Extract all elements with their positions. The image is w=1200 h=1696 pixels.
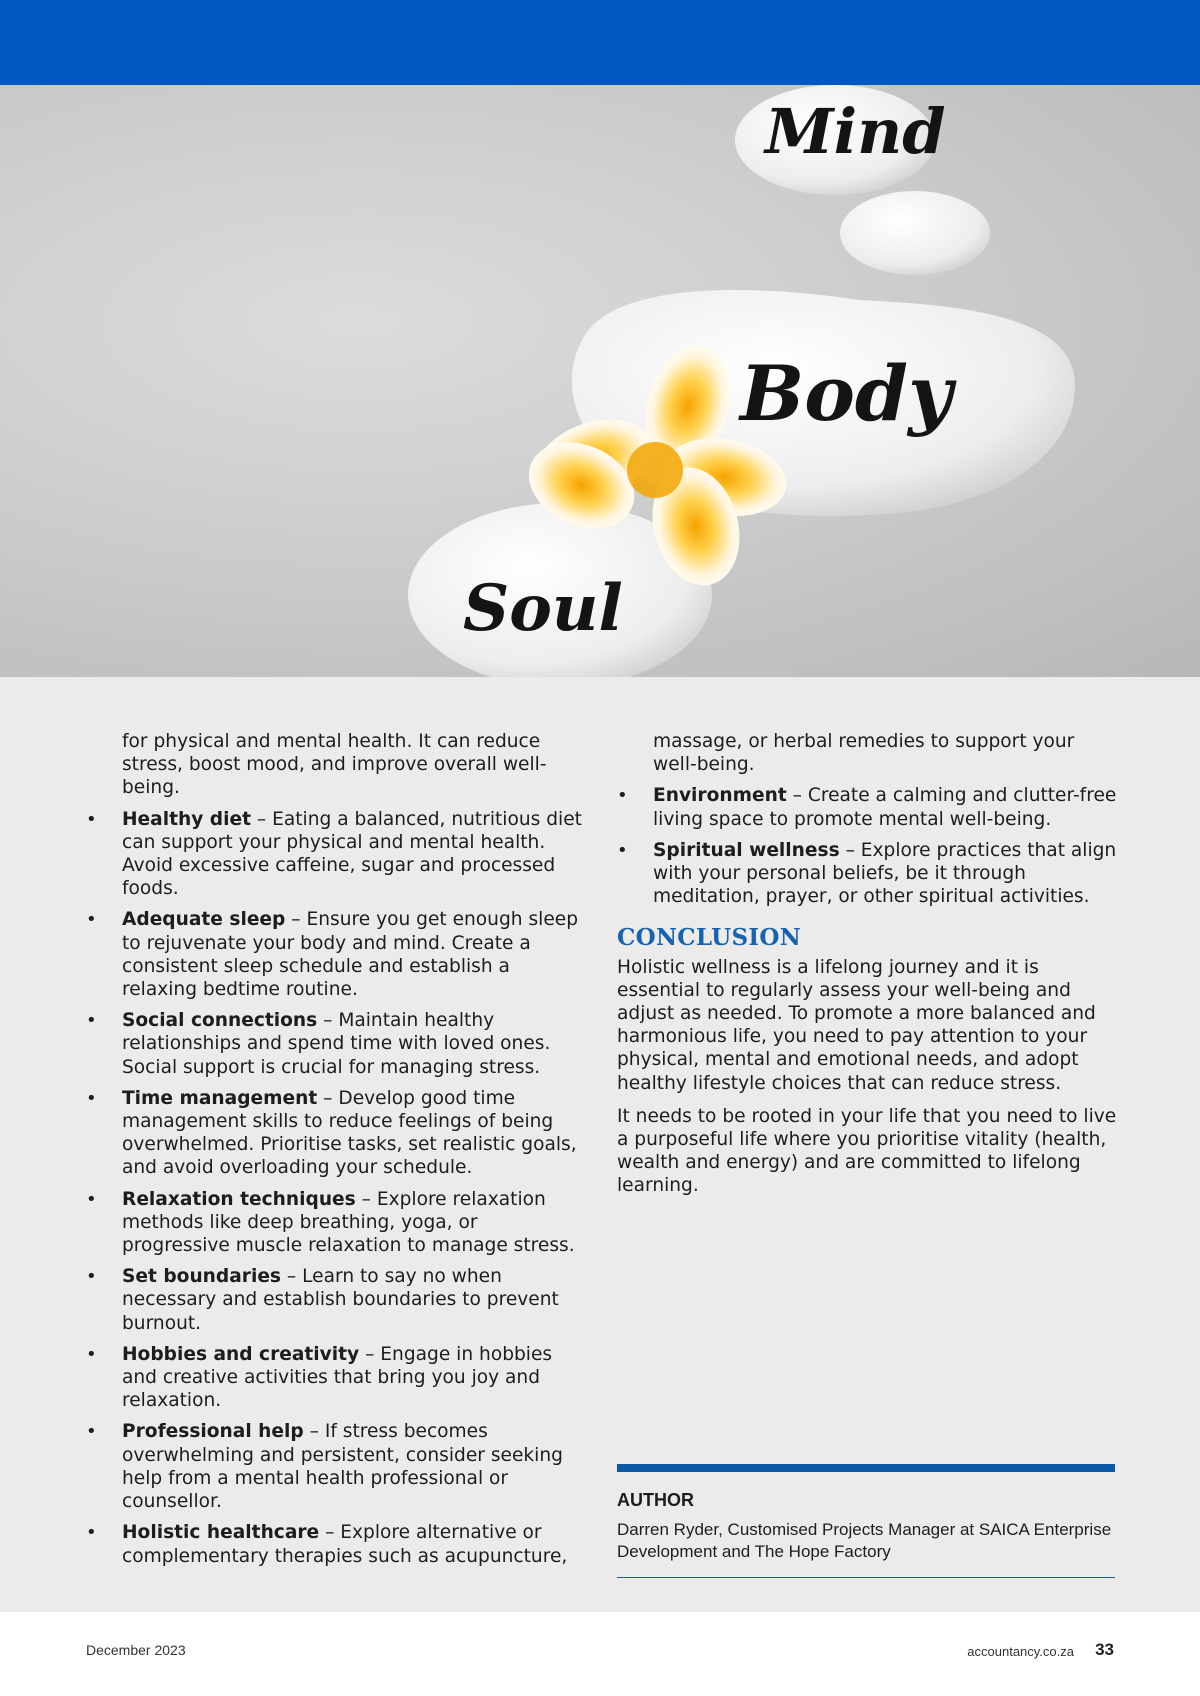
item-text: – Develop good time management skills to reduce feelings of being overwhelmed. Prioritise tasks, set realistic goals, and avoid overloading your schedule. bbox=[122, 1087, 577, 1179]
item-text: – Ensure you get enough sleep to rejuvenate your body and mind. Create a consistent sleep schedule and establish a relaxing bedtime routine. bbox=[122, 909, 579, 1001]
page-footer bbox=[0, 1612, 1200, 1696]
left-intro-text: for physical and mental health. It can reduce stress, boost mood, and improve overall well-being. bbox=[122, 731, 547, 799]
left-bullet-list bbox=[86, 808, 586, 1568]
item-text: – If stress becomes overwhelming and persistent, consider seeking help from a mental health professional or counsellor. bbox=[122, 1421, 563, 1513]
left-column bbox=[86, 730, 586, 1576]
item-text: – Learn to say no when necessary and establish boundaries to prevent burnout. bbox=[122, 1266, 559, 1334]
list-item: • Professional help – If stress becomes overwhelming and persistent, consider seeking help from a mental health professional or counsellor. bbox=[86, 1421, 563, 1513]
page-number: 33 bbox=[1095, 1640, 1114, 1659]
item-term: Healthy diet bbox=[122, 808, 251, 830]
item-term: Relaxation techniques bbox=[122, 1188, 356, 1210]
list-item: • Time management – Develop good time management skills to reduce feelings of being overwhelmed. Prioritise tasks, set realistic goals, and avoid overloading your schedule. bbox=[86, 1087, 577, 1179]
hero-image bbox=[0, 85, 1200, 677]
list-item: • Environment – Create a calming and clutter-free living space to promote mental well-being. bbox=[617, 785, 1117, 830]
soul-word: Soul bbox=[463, 571, 623, 646]
list-item: • Hobbies and creativity – Engage in hobbies and creative activities that bring you joy and relaxation. bbox=[86, 1343, 553, 1412]
author-divider bbox=[617, 1577, 1115, 1578]
item-term: Spiritual wellness bbox=[653, 839, 840, 861]
mind-word: Mind bbox=[765, 95, 946, 168]
item-term: Professional help bbox=[122, 1421, 304, 1443]
list-item: • Adequate sleep – Ensure you get enough sleep to rejuvenate your body and mind. Create a consistent sleep schedule and establish a relaxing bedtime routine. bbox=[86, 909, 579, 1001]
list-item: • Healthy diet – Eating a balanced, nutritious diet can support your physical and mental health. Avoid excessive caffeine, sugar and processed foods. bbox=[86, 808, 582, 900]
item-text: – Explore alternative or complementary therapies such as acupuncture, bbox=[122, 1522, 568, 1567]
item-text: – Eating a balanced, nutritious diet can support your physical and mental health. Avoid excessive caffeine, sugar and processed foods. bbox=[122, 808, 582, 900]
item-text: – Explore practices that align with your personal beliefs, be it through meditation, prayer, or other spiritual activities. bbox=[653, 839, 1117, 908]
conclusion-paragraph-2: It needs to be rooted in your life that you need to live a purposeful life where you prioritise vitality (health, wealth and energy) and are committed to lifelong learning. bbox=[617, 1105, 1117, 1197]
author-text: Darren Ryder, Customised Projects Manager at SAICA Enterprise Development and The Hope Factory bbox=[617, 1520, 1112, 1561]
right-column bbox=[617, 730, 1117, 1208]
right-bullet-list bbox=[617, 784, 1117, 908]
list-item: • Holistic healthcare – Explore alternative or complementary therapies such as acupuncture, bbox=[86, 1522, 568, 1567]
footer-site-link[interactable]: accountancy.co.za bbox=[967, 1644, 1074, 1659]
item-term: Set boundaries bbox=[122, 1266, 282, 1288]
list-item: • Relaxation techniques – Explore relaxation methods like deep breathing, yoga, or progressive muscle relaxation to manage stress. bbox=[86, 1188, 575, 1257]
author-label: AUTHOR bbox=[617, 1490, 694, 1510]
item-text: – Create a calming and clutter-free living space to promote mental well-being. bbox=[653, 785, 1117, 830]
item-text: – Engage in hobbies and creative activities that bring you joy and relaxation. bbox=[122, 1343, 553, 1412]
right-continued-text: massage, or herbal remedies to support your well-being. bbox=[653, 731, 1075, 776]
small-pebble bbox=[840, 191, 990, 275]
item-term: Hobbies and creativity bbox=[122, 1343, 360, 1365]
item-term: Social connections bbox=[122, 1010, 318, 1032]
item-term: Holistic healthcare bbox=[122, 1522, 320, 1544]
conclusion-paragraph-1: Holistic wellness is a lifelong journey and it is essential to regularly assess your well-being and adjust as needed. To promote a more balanced and harmonious life, you need to pay attention to your physical, mental and emotional needs, and adopt healthy lifestyle choices that can reduce stress. bbox=[617, 956, 1096, 1094]
list-item: • Spiritual wellness – Explore practices that align with your personal beliefs, be it through meditation, prayer, or other spiritual activities. bbox=[617, 839, 1117, 908]
item-term: Adequate sleep bbox=[122, 909, 286, 931]
body-word: Body bbox=[740, 349, 953, 438]
item-term: Environment bbox=[653, 785, 787, 807]
top-color-bar bbox=[0, 0, 1200, 85]
footer-date: December 2023 bbox=[86, 1642, 186, 1658]
item-text: – Maintain healthy relationships and spend time with loved ones. Social support is crucial for managing stress. bbox=[122, 1010, 551, 1078]
author-box bbox=[617, 1464, 1115, 1578]
conclusion-heading: CONCLUSION bbox=[617, 924, 802, 952]
list-item: • Set boundaries – Learn to say no when necessary and establish boundaries to prevent burnout. bbox=[86, 1266, 559, 1334]
item-text: – Explore relaxation methods like deep breathing, yoga, or progressive muscle relaxation to manage stress. bbox=[122, 1188, 575, 1257]
stones-illustration bbox=[0, 85, 1200, 677]
list-item: • Social connections – Maintain healthy relationships and spend time with loved ones. Social support is crucial for managing stress. bbox=[86, 1010, 551, 1078]
item-term: Time management bbox=[122, 1087, 318, 1109]
